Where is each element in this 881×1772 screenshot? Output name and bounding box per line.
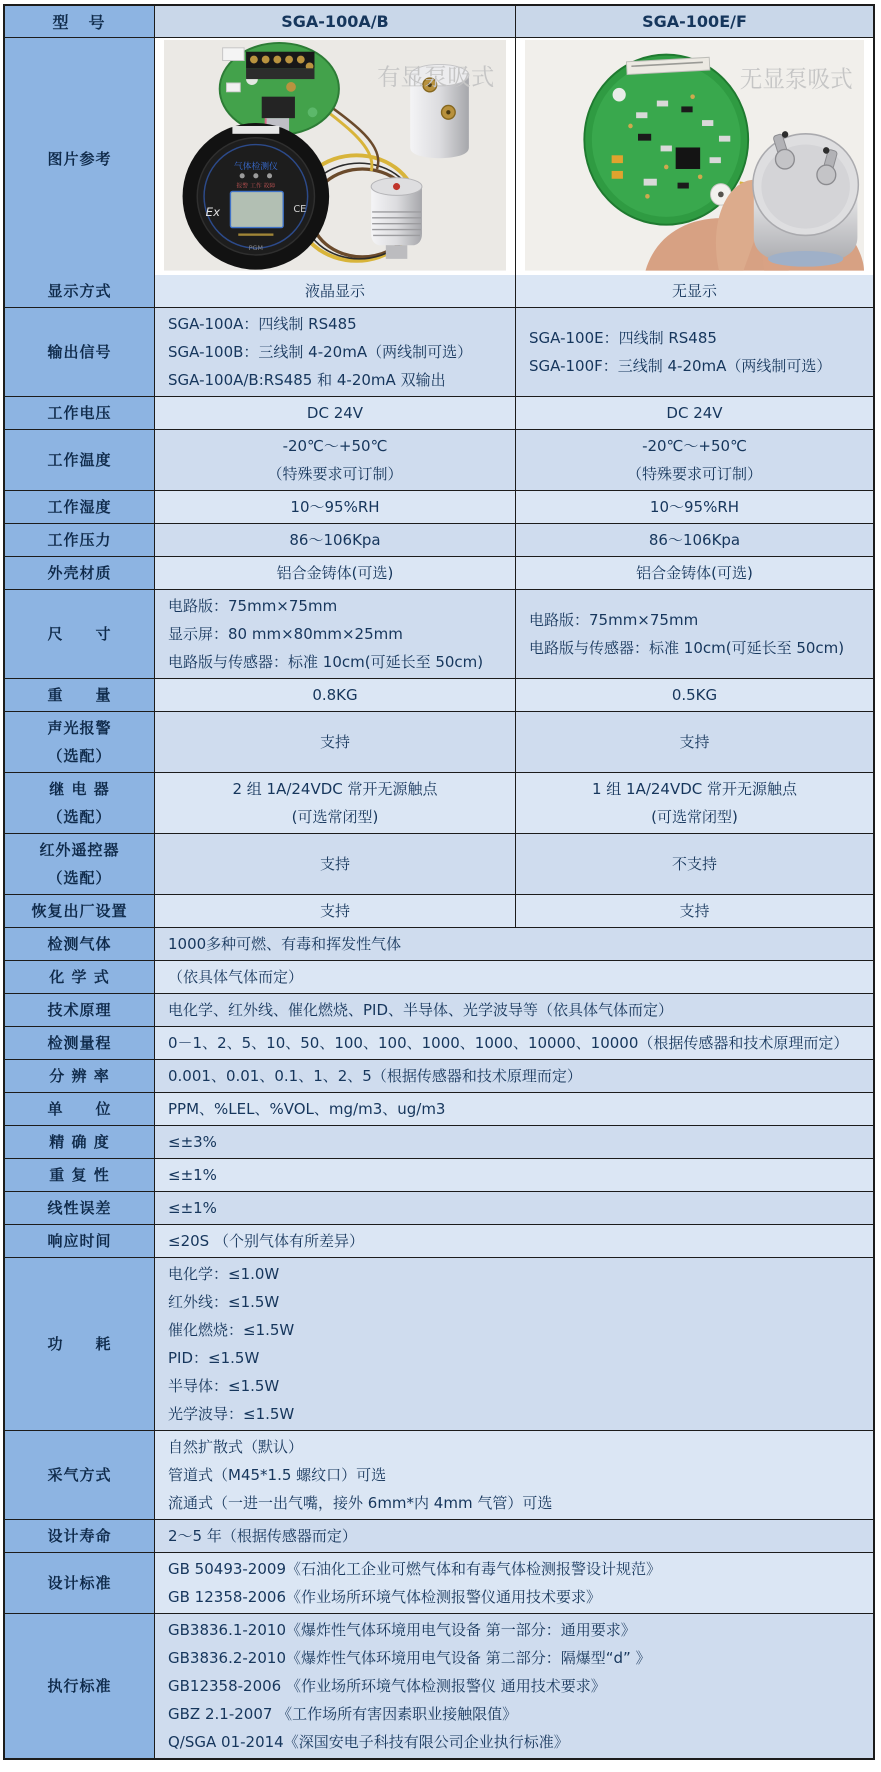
spec-row (5, 1026, 873, 1059)
row-label-line: 声光报警 (47, 719, 112, 737)
row-value-line: SGA-100A/B:RS485 和 4-20mA 双输出 (168, 371, 446, 389)
row-label-line: 精 确 度 (49, 1133, 110, 1151)
row-value (154, 1431, 873, 1519)
row-label-line: 设计标准 (47, 1574, 112, 1592)
spec-row (5, 307, 873, 396)
row-value-line: ≤±1% (168, 1166, 217, 1184)
row-value-line: 不支持 (671, 855, 717, 873)
photo-row-label: 图片参考 (5, 38, 154, 280)
row-value (515, 712, 873, 772)
row-value (154, 1520, 873, 1552)
row-value (515, 773, 873, 833)
row-value-line: SGA-100F：三线制 4-20mA（两线制可选） (529, 357, 832, 375)
row-label-line: 采气方式 (47, 1466, 112, 1484)
row-label-line: 红外遥控器 (39, 841, 120, 859)
row-label-line: 工作湿度 (47, 498, 112, 516)
row-value-line: 10～95%RH (649, 498, 740, 516)
row-value (154, 275, 515, 307)
row-label-line: （选配） (47, 808, 112, 826)
row-value-line: GB3836.1-2010《爆炸性气体环境用电气设备 第一部分：通用要求》 (168, 1621, 636, 1639)
spec-row (5, 1191, 873, 1224)
row-value (515, 308, 873, 396)
row-label (5, 491, 154, 523)
row-value-line: SGA-100E：四线制 RS485 (529, 329, 717, 347)
row-value (154, 1159, 873, 1191)
detector-ce-mark: CE (293, 203, 307, 215)
row-label (5, 590, 154, 678)
row-value (515, 491, 873, 523)
row-value (154, 712, 515, 772)
row-label (5, 679, 154, 711)
spec-row (5, 1519, 873, 1552)
row-value-line: ≤±3% (168, 1133, 217, 1151)
row-value-line: 半导体：≤1.5W (168, 1377, 280, 1395)
row-value (154, 430, 515, 490)
row-value-line: GB 50493-2009《石油化工企业可燃气体和有毒气体检测报警设计规范》 (168, 1560, 661, 1578)
row-value (154, 1093, 873, 1125)
row-value-line: 管道式（M45*1.5 螺纹口）可选 (168, 1466, 387, 1484)
row-value-line: Q/SGA 01-2014《深国安电子科技有限公司企业执行标准》 (168, 1733, 569, 1751)
row-label (5, 1553, 154, 1613)
row-label (5, 557, 154, 589)
row-label-line: 检测量程 (47, 1034, 112, 1052)
spec-row (5, 1552, 873, 1613)
row-label-line: 响应时间 (47, 1232, 112, 1250)
detector-led-labels: 报警 工作 故障 (236, 183, 276, 190)
header-model-ab: SGA-100A/B (154, 6, 515, 37)
row-value (515, 397, 873, 429)
row-value (515, 679, 873, 711)
row-value (154, 834, 515, 894)
row-value-line: 86～106Kpa (648, 531, 741, 549)
row-value-line: 电化学、红外线、催化燃烧、PID、半导体、光学波导等（依具体气体而定） (168, 1001, 674, 1019)
header-row (5, 6, 873, 37)
row-label-line: 恢复出厂设置 (31, 902, 128, 920)
row-value (154, 1126, 873, 1158)
pcb-illustration (584, 55, 748, 225)
spec-row (5, 960, 873, 993)
row-value-line: 铝合金铸体(可选) (276, 564, 394, 582)
row-value-line: 催化燃烧：≤1.5W (168, 1321, 295, 1339)
row-value-line: 1 组 1A/24VDC 常开无源触点 (591, 780, 798, 798)
row-value (154, 895, 515, 927)
row-label (5, 1159, 154, 1191)
spec-row (5, 523, 873, 556)
detector-ex-mark: Ex (205, 204, 221, 219)
row-value-line: 0－1、2、5、10、50、100、100、1000、1000、10000、10000（根据传感器和技术原理而定） (168, 1034, 849, 1052)
row-value (154, 308, 515, 396)
row-value (154, 1258, 873, 1430)
row-value-line: ≤±1% (168, 1199, 217, 1217)
row-value-line: 无显示 (671, 282, 717, 300)
row-value-line: DC 24V (306, 404, 364, 422)
row-value (154, 491, 515, 523)
row-label (5, 430, 154, 490)
spec-row (5, 772, 873, 833)
row-label (5, 895, 154, 927)
row-value (154, 1192, 873, 1224)
row-value-line: 电路版：75mm×75mm (168, 597, 338, 615)
row-value-line: 电路版与传感器：标准 10cm(可延长至 50cm) (168, 653, 484, 671)
row-value-line: GB3836.2-2010《爆炸性气体环境用电气设备 第二部分：隔爆型“d” 》 (168, 1649, 651, 1667)
header-model-ef: SGA-100E/F (515, 6, 873, 37)
row-label-line: 工作温度 (47, 451, 112, 469)
row-label (5, 961, 154, 993)
row-label (5, 1027, 154, 1059)
row-value-line: SGA-100A：四线制 RS485 (168, 315, 357, 333)
row-label (5, 1258, 154, 1430)
spec-row (5, 1158, 873, 1191)
spec-table (3, 4, 875, 1760)
row-label (5, 308, 154, 396)
row-label-line: （选配） (47, 869, 112, 887)
spec-row (5, 833, 873, 894)
row-label (5, 834, 154, 894)
row-label (5, 1431, 154, 1519)
product-photo-left-svg (164, 40, 506, 271)
spec-row (5, 927, 873, 960)
row-label (5, 1093, 154, 1125)
row-value (154, 557, 515, 589)
row-value-line: PPM、%LEL、%VOL、mg/m3、ug/m3 (168, 1100, 446, 1118)
row-value-line: （特殊要求可订制） (267, 465, 403, 483)
spec-row (5, 490, 873, 523)
row-value-line: -20℃～+50℃ (282, 437, 388, 455)
row-label-line: 技术原理 (47, 1001, 112, 1019)
row-label-line: 化 学 式 (49, 968, 110, 986)
row-value-line: （依具体气体而定） (168, 968, 304, 986)
spec-row (5, 993, 873, 1026)
spec-row (5, 1125, 873, 1158)
row-value-line: 流通式（一进一出气嘴，接外 6mm*内 4mm 气管）可选 (168, 1494, 553, 1512)
watermark-right: 无显泵吸式 (739, 66, 853, 94)
row-value-line: 支持 (679, 733, 710, 751)
row-value (154, 928, 873, 960)
spec-row (5, 678, 873, 711)
row-value-line: 支持 (319, 733, 350, 751)
row-label (5, 397, 154, 429)
row-value-line: GB 12358-2006《作业场所环境气体检测报警仪通用技术要求》 (168, 1588, 601, 1606)
row-value-line: 电化学：≤1.0W (168, 1265, 280, 1283)
row-label (5, 1225, 154, 1257)
product-photo-right-svg (525, 40, 864, 271)
row-value-line: （特殊要求可订制） (626, 465, 762, 483)
row-label (5, 275, 154, 307)
row-label (5, 1192, 154, 1224)
spec-row (5, 396, 873, 429)
sensor-cylinder-illustration (753, 130, 858, 266)
row-value-line: 支持 (319, 902, 350, 920)
row-value-line: 1000多种可燃、有毒和挥发性气体 (168, 935, 402, 953)
detector-pgm-label: PGM (248, 245, 263, 253)
row-value-line: 光学波导：≤1.5W (168, 1405, 295, 1423)
row-value (515, 590, 873, 678)
row-value (154, 1553, 873, 1613)
row-label-line: 继 电 器 (49, 780, 110, 798)
row-value (154, 397, 515, 429)
row-label-line: （选配） (47, 747, 112, 765)
photo-cell-right (515, 38, 873, 280)
row-label-line: 线性误差 (47, 1199, 112, 1217)
row-value-line: SGA-100B：三线制 4-20mA（两线制可选） (168, 343, 473, 361)
row-value-line: 支持 (679, 902, 710, 920)
row-value (154, 961, 873, 993)
row-label (5, 1520, 154, 1552)
product-photo-sga100ab (164, 40, 506, 271)
row-value-line: GB12358-2006 《作业场所环境气体检测报警仪 通用技术要求》 (168, 1677, 606, 1695)
row-label-line: 工作电压 (47, 404, 112, 422)
row-label (5, 994, 154, 1026)
row-value (154, 1225, 873, 1257)
row-label-line: 分 辨 率 (49, 1067, 110, 1085)
row-label (5, 773, 154, 833)
row-label (5, 1126, 154, 1158)
row-value (154, 1060, 873, 1092)
row-value-line: 0.5KG (671, 686, 718, 704)
row-label-line: 重 量 (47, 686, 112, 704)
product-photo-sga100ef (525, 40, 864, 271)
row-value-line: (可选常闭型) (291, 808, 379, 826)
row-label-line: 功 耗 (47, 1335, 112, 1353)
row-value-line: 红外线：≤1.5W (168, 1293, 280, 1311)
row-value-line: DC 24V (666, 404, 723, 422)
row-label (5, 712, 154, 772)
row-value-line: 0.001、0.01、0.1、1、2、5（根据传感器和技术原理而定） (168, 1067, 582, 1085)
spec-row (5, 1613, 873, 1758)
row-label-line: 设计寿命 (47, 1527, 112, 1545)
row-label-line: 工作压力 (47, 531, 112, 549)
row-value-line: GBZ 2.1-2007 《工作场所有害因素职业接触限值》 (168, 1705, 518, 1723)
spec-row (5, 1430, 873, 1519)
row-value-line: 液晶显示 (304, 282, 365, 300)
spec-row (5, 429, 873, 490)
row-value-line: 10～95%RH (290, 498, 380, 516)
row-label (5, 524, 154, 556)
row-value-line: 2 组 1A/24VDC 常开无源触点 (232, 780, 438, 798)
row-value-line: 2～5 年（根据传感器而定） (168, 1527, 357, 1545)
row-value (515, 275, 873, 307)
row-value (154, 994, 873, 1026)
row-label-line: 尺 寸 (47, 625, 112, 643)
row-value-line: (可选常闭型) (651, 808, 738, 826)
header-model-label: 型 号 (5, 6, 154, 37)
watermark-left: 有显泵吸式 (377, 62, 495, 91)
row-value-line: 支持 (319, 855, 350, 873)
row-value (515, 557, 873, 589)
spec-row (5, 1224, 873, 1257)
spec-row (5, 1257, 873, 1430)
row-value-line: 铝合金铸体(可选) (636, 564, 753, 582)
spec-row (5, 1059, 873, 1092)
row-value-line: 电路版：75mm×75mm (529, 611, 699, 629)
row-value-line: 86～106Kpa (289, 531, 381, 549)
spec-row (5, 556, 873, 589)
detector-illustration (183, 123, 330, 270)
spec-row (5, 894, 873, 927)
row-value (515, 524, 873, 556)
spec-row (5, 275, 873, 307)
row-value (154, 679, 515, 711)
row-value (154, 1614, 873, 1758)
row-value-line: 显示屏：80 mm×80mm×25mm (168, 625, 403, 643)
row-value-line: -20℃～+50℃ (642, 437, 747, 455)
row-value-line: ≤20S （个别气体有所差异） (168, 1232, 364, 1250)
row-value (154, 773, 515, 833)
row-label-line: 执行标准 (47, 1677, 112, 1695)
row-value (154, 1027, 873, 1059)
row-value-line: 自然扩散式（默认） (168, 1438, 304, 1456)
spec-row (5, 1092, 873, 1125)
photo-cell-left (154, 38, 515, 280)
photo-row (5, 37, 873, 275)
row-label (5, 928, 154, 960)
spec-row (5, 589, 873, 678)
row-value-line: PID：≤1.5W (168, 1349, 260, 1367)
row-label-line: 重 复 性 (49, 1166, 110, 1184)
detector-title-text: 气体检测仪 (233, 161, 278, 172)
row-value-line: 电路版与传感器：标准 10cm(可延长至 50cm) (529, 639, 845, 657)
row-label-line: 输出信号 (47, 343, 112, 361)
row-label-line: 检测气体 (47, 935, 112, 953)
row-value (154, 590, 515, 678)
row-value (515, 895, 873, 927)
spec-row (5, 711, 873, 772)
row-label-line: 显示方式 (47, 282, 112, 300)
row-value-line: 0.8KG (312, 686, 358, 704)
row-value (515, 430, 873, 490)
row-value (515, 834, 873, 894)
row-label (5, 1060, 154, 1092)
row-label-line: 单 位 (47, 1100, 112, 1118)
row-label (5, 1614, 154, 1758)
row-label-line: 外壳材质 (47, 564, 112, 582)
row-value (154, 524, 515, 556)
